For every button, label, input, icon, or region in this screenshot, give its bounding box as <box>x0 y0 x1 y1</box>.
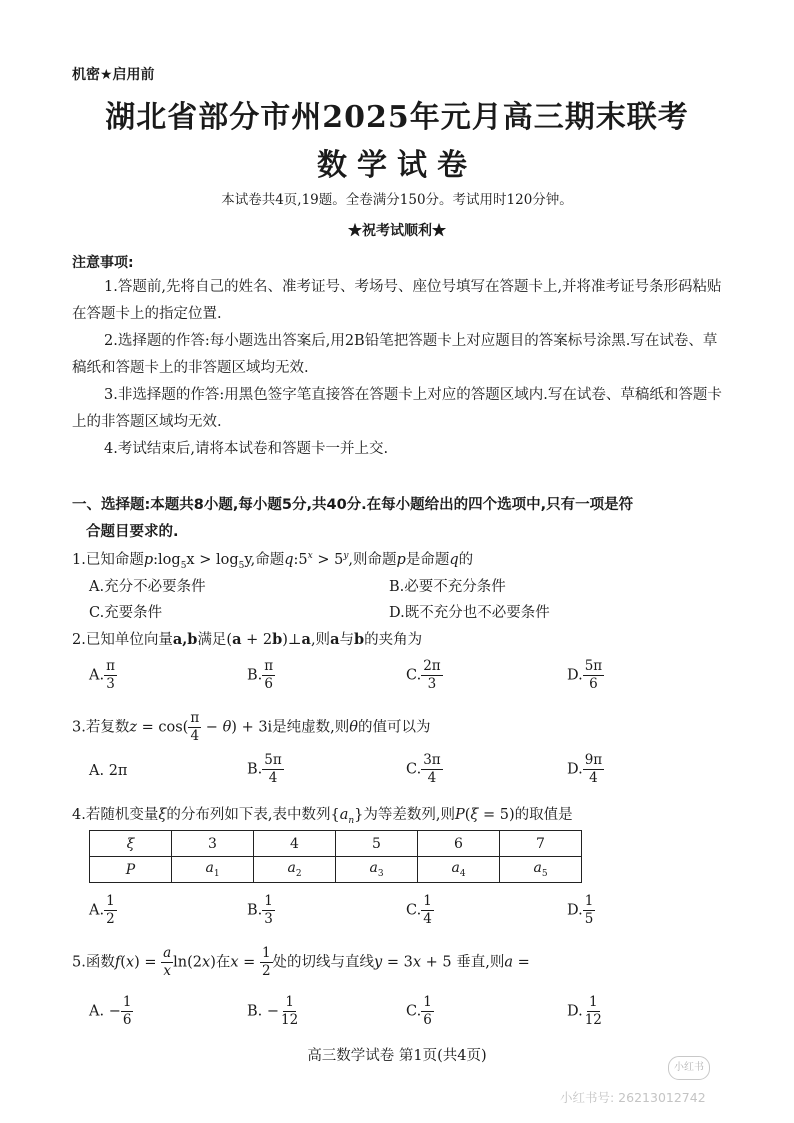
q2-option-a[interactable]: A. $\frac{\pi}{3}$ <box>89 658 115 692</box>
section-1-heading <box>72 492 732 546</box>
q1-option-a[interactable]: A.充分不必要条件 <box>89 579 206 595</box>
table-row <box>90 857 582 883</box>
table-cell: $a_4$ <box>418 857 500 883</box>
q4-option-b[interactable]: B. $\frac{1}{3}$ <box>247 893 273 927</box>
q1-option-c[interactable]: C.充要条件 <box>89 605 163 621</box>
page-footer: 高三数学试卷 第1页(共4页) <box>307 1048 487 1064</box>
q1-option-d[interactable]: D.既不充分也不必要条件 <box>389 605 550 621</box>
notice-item-1: 1.答题前,先将自己的姓名、准考证号、考场号、座位号填写在答题卡上,并将准考证号条形码粘贴在答题卡上的指定位置. <box>72 279 722 322</box>
notice-item-2: 2.选择题的作答:每小题选出答案后,用2B铅笔把答题卡上对应题目的答案标号涂黑.写在试卷、草稿纸和答题卡上的非答题区域均无效. <box>72 333 718 376</box>
notice-item-4: 4.考试结束后,请将本试卷和答题卡一并上交. <box>104 441 389 457</box>
question-3-stem: 3.若复数z = cos( $\frac{\pi}{4}$ − θ) + 3i是纯虚数,则θ的值可以为 <box>72 710 431 744</box>
table-row <box>90 831 582 857</box>
table-cell: P <box>90 857 172 883</box>
exam-info: 本试卷共4页,19题。全卷满分150分。考试用时120分钟。 <box>221 192 573 208</box>
distribution-table <box>89 830 582 883</box>
table-cell: 7 <box>500 831 582 857</box>
q2-option-b[interactable]: B. $\frac{\pi}{6}$ <box>247 658 274 692</box>
q4-option-c[interactable]: C. $\frac{1}{4}$ <box>406 893 432 927</box>
section-1-line-2: 合题目要求的. <box>86 524 179 540</box>
table-cell: $a_5$ <box>500 857 582 883</box>
table-cell: $a_1$ <box>172 857 254 883</box>
watermark-id: 小红书号: 26213012742 <box>560 1090 706 1105</box>
table-cell: 5 <box>336 831 418 857</box>
q3-option-b[interactable]: B. $\frac{5\pi}{4}$ <box>247 752 282 786</box>
q3-option-a[interactable]: A. 2π <box>89 763 128 779</box>
question-2-stem: 2.已知单位向量a,b满足(a + 2b)⊥a,则a与b的夹角为 <box>72 631 423 648</box>
q3-option-c[interactable]: C. $\frac{3\pi}{4}$ <box>406 752 441 786</box>
q4-option-d[interactable]: D. $\frac{1}{5}$ <box>567 893 594 927</box>
question-5-stem: 5.函数f(x) = $\frac{a}{x}$ ln(2x)在x = $\frac{1}{2}$ 处的切线与直线y = 3x + 5 垂直,则a = <box>72 945 530 979</box>
confidential-label: 机密★启用前 <box>72 67 155 83</box>
table-cell: ξ <box>90 831 172 857</box>
q3-option-d[interactable]: D. $\frac{9\pi}{4}$ <box>567 752 603 786</box>
exam-subtitle: 数学试卷 <box>317 148 477 183</box>
q5-option-c[interactable]: C. $\frac{1}{6}$ <box>406 994 432 1028</box>
table-cell: 6 <box>418 831 500 857</box>
notice-item-3: 3.非选择题的作答:用黑色签字笔直接答在答题卡上对应的答题区域内.写在试卷、草稿纸和答题卡上的非答题区域均无效. <box>72 387 722 430</box>
q5-option-b[interactable]: B. − $\frac{1}{12}$ <box>247 994 299 1028</box>
table-cell: 4 <box>254 831 336 857</box>
exam-title: 湖北省部分市州2025年元月高三期末联考 <box>105 100 689 135</box>
notice-heading: 注意事项: <box>72 255 134 271</box>
good-luck-line: ★祝考试顺利★ <box>348 223 446 239</box>
q5-option-a[interactable]: A. − $\frac{1}{6}$ <box>89 994 132 1028</box>
question-4-stem: 4.若随机变量ξ的分布列如下表,表中数列$\{a_n\}$为等差数列,则P(ξ = 5)的取值是 <box>72 807 573 826</box>
q2-option-d[interactable]: D. $\frac{5\pi}{6}$ <box>567 658 603 692</box>
section-1-line-1: 一、选择题:本题共8小题,每小题5分,共40分.在每小题给出的四个选项中,只有一项是符 <box>72 497 634 513</box>
q4-option-a[interactable]: A. $\frac{1}{2}$ <box>89 893 115 927</box>
q1-option-b[interactable]: B.必要不充分条件 <box>389 579 506 595</box>
table-cell: $a_2$ <box>254 857 336 883</box>
table-cell: 3 <box>172 831 254 857</box>
q2-option-c[interactable]: C. $\frac{2\pi}{3}$ <box>406 658 441 692</box>
table-cell: $a_3$ <box>336 857 418 883</box>
watermark-badge: 小红书 <box>668 1056 710 1080</box>
q5-option-d[interactable]: D. $\frac{1}{12}$ <box>567 994 602 1028</box>
question-1-stem: 1.已知命题$p:\log_5x > \log_5y$,命题$q:5^x > 5^y$,则命题p是命题q的 <box>72 551 474 571</box>
